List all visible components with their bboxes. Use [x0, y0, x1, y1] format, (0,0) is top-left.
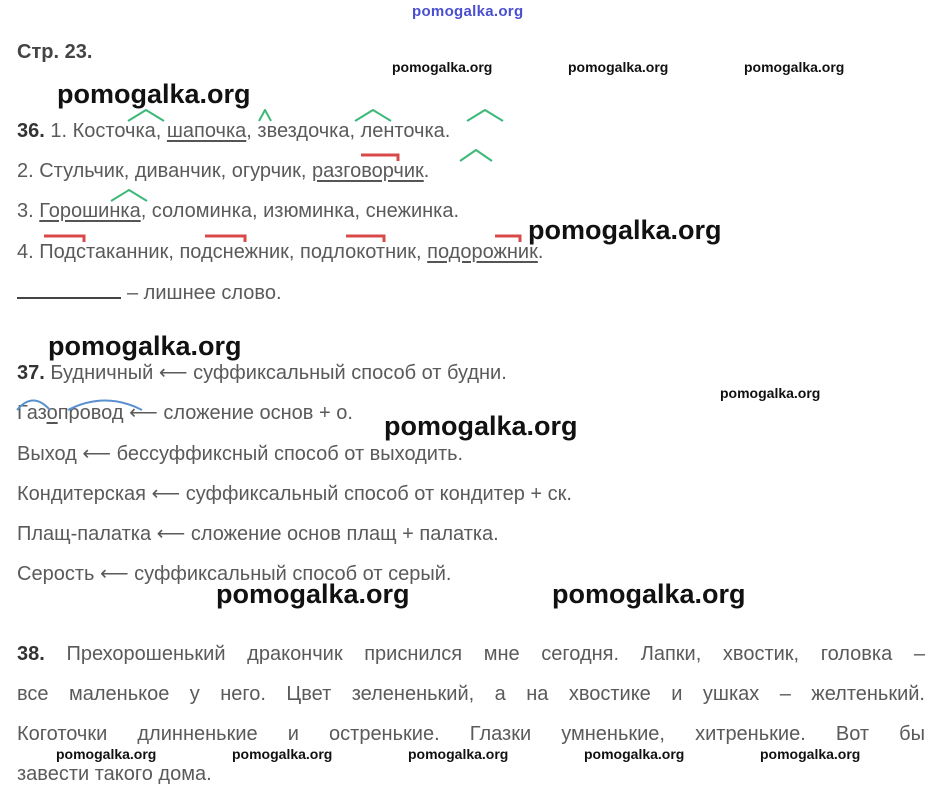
ex38-number: 38. [17, 643, 45, 665]
ex36-word: Косточка, [72, 120, 162, 142]
ex36-underlined-word: Горошинка [39, 200, 141, 222]
ex38-line: все маленькое у него. Цвет зелененький, а на хвостике и ушках – желтенький. [17, 683, 925, 705]
ex38-line: завести такого дома. [17, 763, 212, 785]
watermark: pomogalka.org [392, 59, 493, 75]
ex36-row1-rest: , звездочка, ленточка. [246, 120, 451, 142]
ex36-row1 [17, 119, 450, 143]
ex36-number: 36. [17, 120, 45, 142]
ex37-connecting-vowel: о [46, 402, 58, 424]
ex36-underlined-word: подорожник [427, 241, 538, 263]
ex36-row4-end: . [537, 241, 544, 263]
ex37-row2 [17, 401, 353, 425]
ex38-paragraph [17, 634, 925, 794]
ex37-row1-text: Будничный ⟵ суффиксальный способ от будни. [50, 362, 507, 384]
watermark: pomogalka.org [568, 59, 669, 75]
ex36-row2-end: . [423, 160, 430, 182]
watermark: pomogalka.org [552, 579, 746, 609]
ex37-root-provod: провод [57, 402, 124, 424]
ex37-row4: Кондитерская ⟵ суффиксальный способ от кондитер + ск. [17, 483, 572, 505]
ex36-row1-num: 1. [50, 120, 68, 142]
ex37-row5: Плащ-палатка ⟵ сложение основ плащ + палатка. [17, 523, 499, 545]
watermark: pomogalka.org [384, 411, 578, 441]
root-arc-mark [467, 110, 503, 121]
ex36-row3-num: 3. [17, 200, 40, 222]
ex36-row5-text: – лишнее слово. [127, 282, 282, 304]
ex37-row6: Серость ⟵ суффиксальный способ от серый. [17, 563, 452, 585]
ex36-row2-text: 2. Стульчик, диванчик, огурчик, [17, 160, 313, 182]
ex36-underlined-word: разговорчик [312, 160, 424, 182]
watermark: pomogalka.org [584, 746, 685, 762]
ex38-line [17, 634, 925, 674]
ex37-number: 37. [17, 362, 45, 384]
ex37-root-gaz: Газ [17, 402, 47, 424]
ex36-row2 [17, 159, 429, 183]
ex36-underlined-word: шапочка [166, 120, 247, 142]
ex38-line-text: Прехорошенький дракончик приснился мне сегодня. Лапки, хвостик, головка – [66, 643, 925, 665]
watermark: pomogalka.org [56, 746, 157, 762]
watermark: pomogalka.org [57, 79, 251, 109]
ex36-row5 [17, 281, 282, 305]
page-title: Стр. 23. [17, 41, 93, 63]
ex38-line: Коготочки длинненькие и остренькие. Глазки умненькие, хитренькие. Вот бы [17, 723, 925, 745]
watermark: pomogalka.org [408, 746, 509, 762]
ex37-row3: Выход ⟵ бессуффиксный способ от выходить. [17, 443, 464, 465]
ex36-row3 [17, 199, 459, 223]
answer-blank [17, 281, 121, 299]
ex37-row1 [17, 361, 507, 385]
watermark: pomogalka.org [232, 746, 333, 762]
ex36-row4 [17, 240, 543, 264]
watermark: pomogalka.org [744, 59, 845, 75]
watermark: pomogalka.org [48, 331, 242, 361]
ex36-row3-text: , соломинка, изюминка, снежинка. [140, 200, 460, 222]
watermark-top: pomogalka.org [412, 3, 524, 20]
root-arc-mark [460, 150, 492, 161]
ex36-row4-text: 4. Подстаканник, подснежник, подлокотник, [17, 241, 428, 263]
watermark: pomogalka.org [216, 579, 410, 609]
ex37-row2-text: ⟵ сложение основ + о. [123, 402, 353, 424]
watermark: pomogalka.org [528, 215, 722, 245]
watermark: pomogalka.org [760, 746, 861, 762]
watermark: pomogalka.org [720, 385, 821, 401]
